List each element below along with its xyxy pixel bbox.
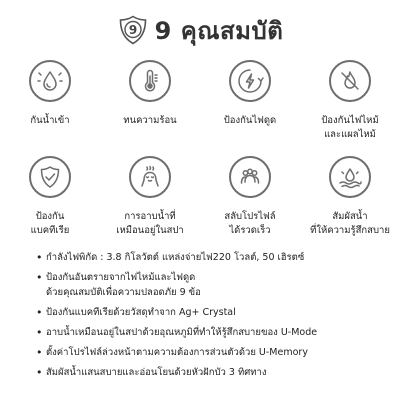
- header: [0, 12, 400, 48]
- water-sensation-icon: [329, 156, 371, 198]
- feature-comfortable-water: [300, 156, 400, 238]
- feature-spa-bathing: [100, 156, 200, 238]
- badge-number: 9: [128, 23, 137, 37]
- feature-anti-electric-shock: [200, 60, 300, 128]
- list-item: • สัมผัสน้ำแสนสบายและอ่อนโยนด้วยหัวฝักบัว 3 ทิศทาง: [38, 365, 388, 380]
- feature-label: สัมผัสน้ำ ที่ให้ความรู้สึกสบาย: [310, 211, 390, 236]
- spec-list: [38, 250, 388, 385]
- relaxed-face-icon: [129, 156, 171, 198]
- feature-label: ป้องกันไฟดูด: [223, 115, 277, 126]
- feature-profile-switch: [200, 156, 300, 238]
- list-item: • ตั้งค่าโปรไฟล์ล่วงหน้าตามความต้องการส่วนตัวด้วย U-Memory: [38, 345, 388, 360]
- list-item: • ป้องกันแบคทีเรียด้วยวัสดุทำจาก Ag+ Crystal: [38, 305, 388, 320]
- fast-switch-icon: [229, 156, 271, 198]
- feature-label: สลับโปรไฟล์ ได้รวดเร็ว: [224, 211, 276, 236]
- feature-fire-protection: [300, 60, 400, 142]
- water-drop-icon: [29, 60, 71, 102]
- feature-label: การอาบน้ำที่ เหมือนอยู่ในสปา: [116, 211, 184, 236]
- list-item: • กำลังไฟพิกัด : 3.8 กิโลวัตต์ แหล่งจ่ายไฟ220 โวลต์, 50 เฮิรตซ์: [38, 250, 388, 265]
- no-fire-icon: [329, 60, 371, 102]
- feature-anti-bacteria: [0, 156, 100, 238]
- thermometer-icon: [129, 60, 171, 102]
- page-title: 9 คุณสมบัติ: [154, 16, 284, 45]
- lightning-shield-icon: [229, 60, 271, 102]
- feature-label: ทนความร้อน: [123, 115, 177, 126]
- feature-row-2: [0, 156, 400, 252]
- feature-label: กันน้ำเข้า: [30, 115, 70, 126]
- feature-grid: [0, 60, 400, 252]
- shield-check-icon: [29, 156, 71, 198]
- feature-label: ป้องกันไฟไหม้ และแผลไหม้: [321, 115, 379, 140]
- list-item: • อาบน้ำเหมือนอยู่ในสปาด้วยอุณหภูมิที่ทำให้รู้สึกสบายของ U-Mode: [38, 325, 388, 340]
- list-item: • ป้องกันอันตรายจากไฟไหม้และไฟดูด ด้วยคุณสมบัติเพื่อความปลอดภัย 9 ข้อ: [38, 270, 388, 300]
- feature-heat-resistant: [100, 60, 200, 128]
- feature-row-1: [0, 60, 400, 156]
- feature-waterproof: [0, 60, 100, 128]
- nine-shield-badge-icon: [117, 14, 149, 46]
- feature-label: ป้องกัน แบคทีเรีย: [30, 211, 70, 236]
